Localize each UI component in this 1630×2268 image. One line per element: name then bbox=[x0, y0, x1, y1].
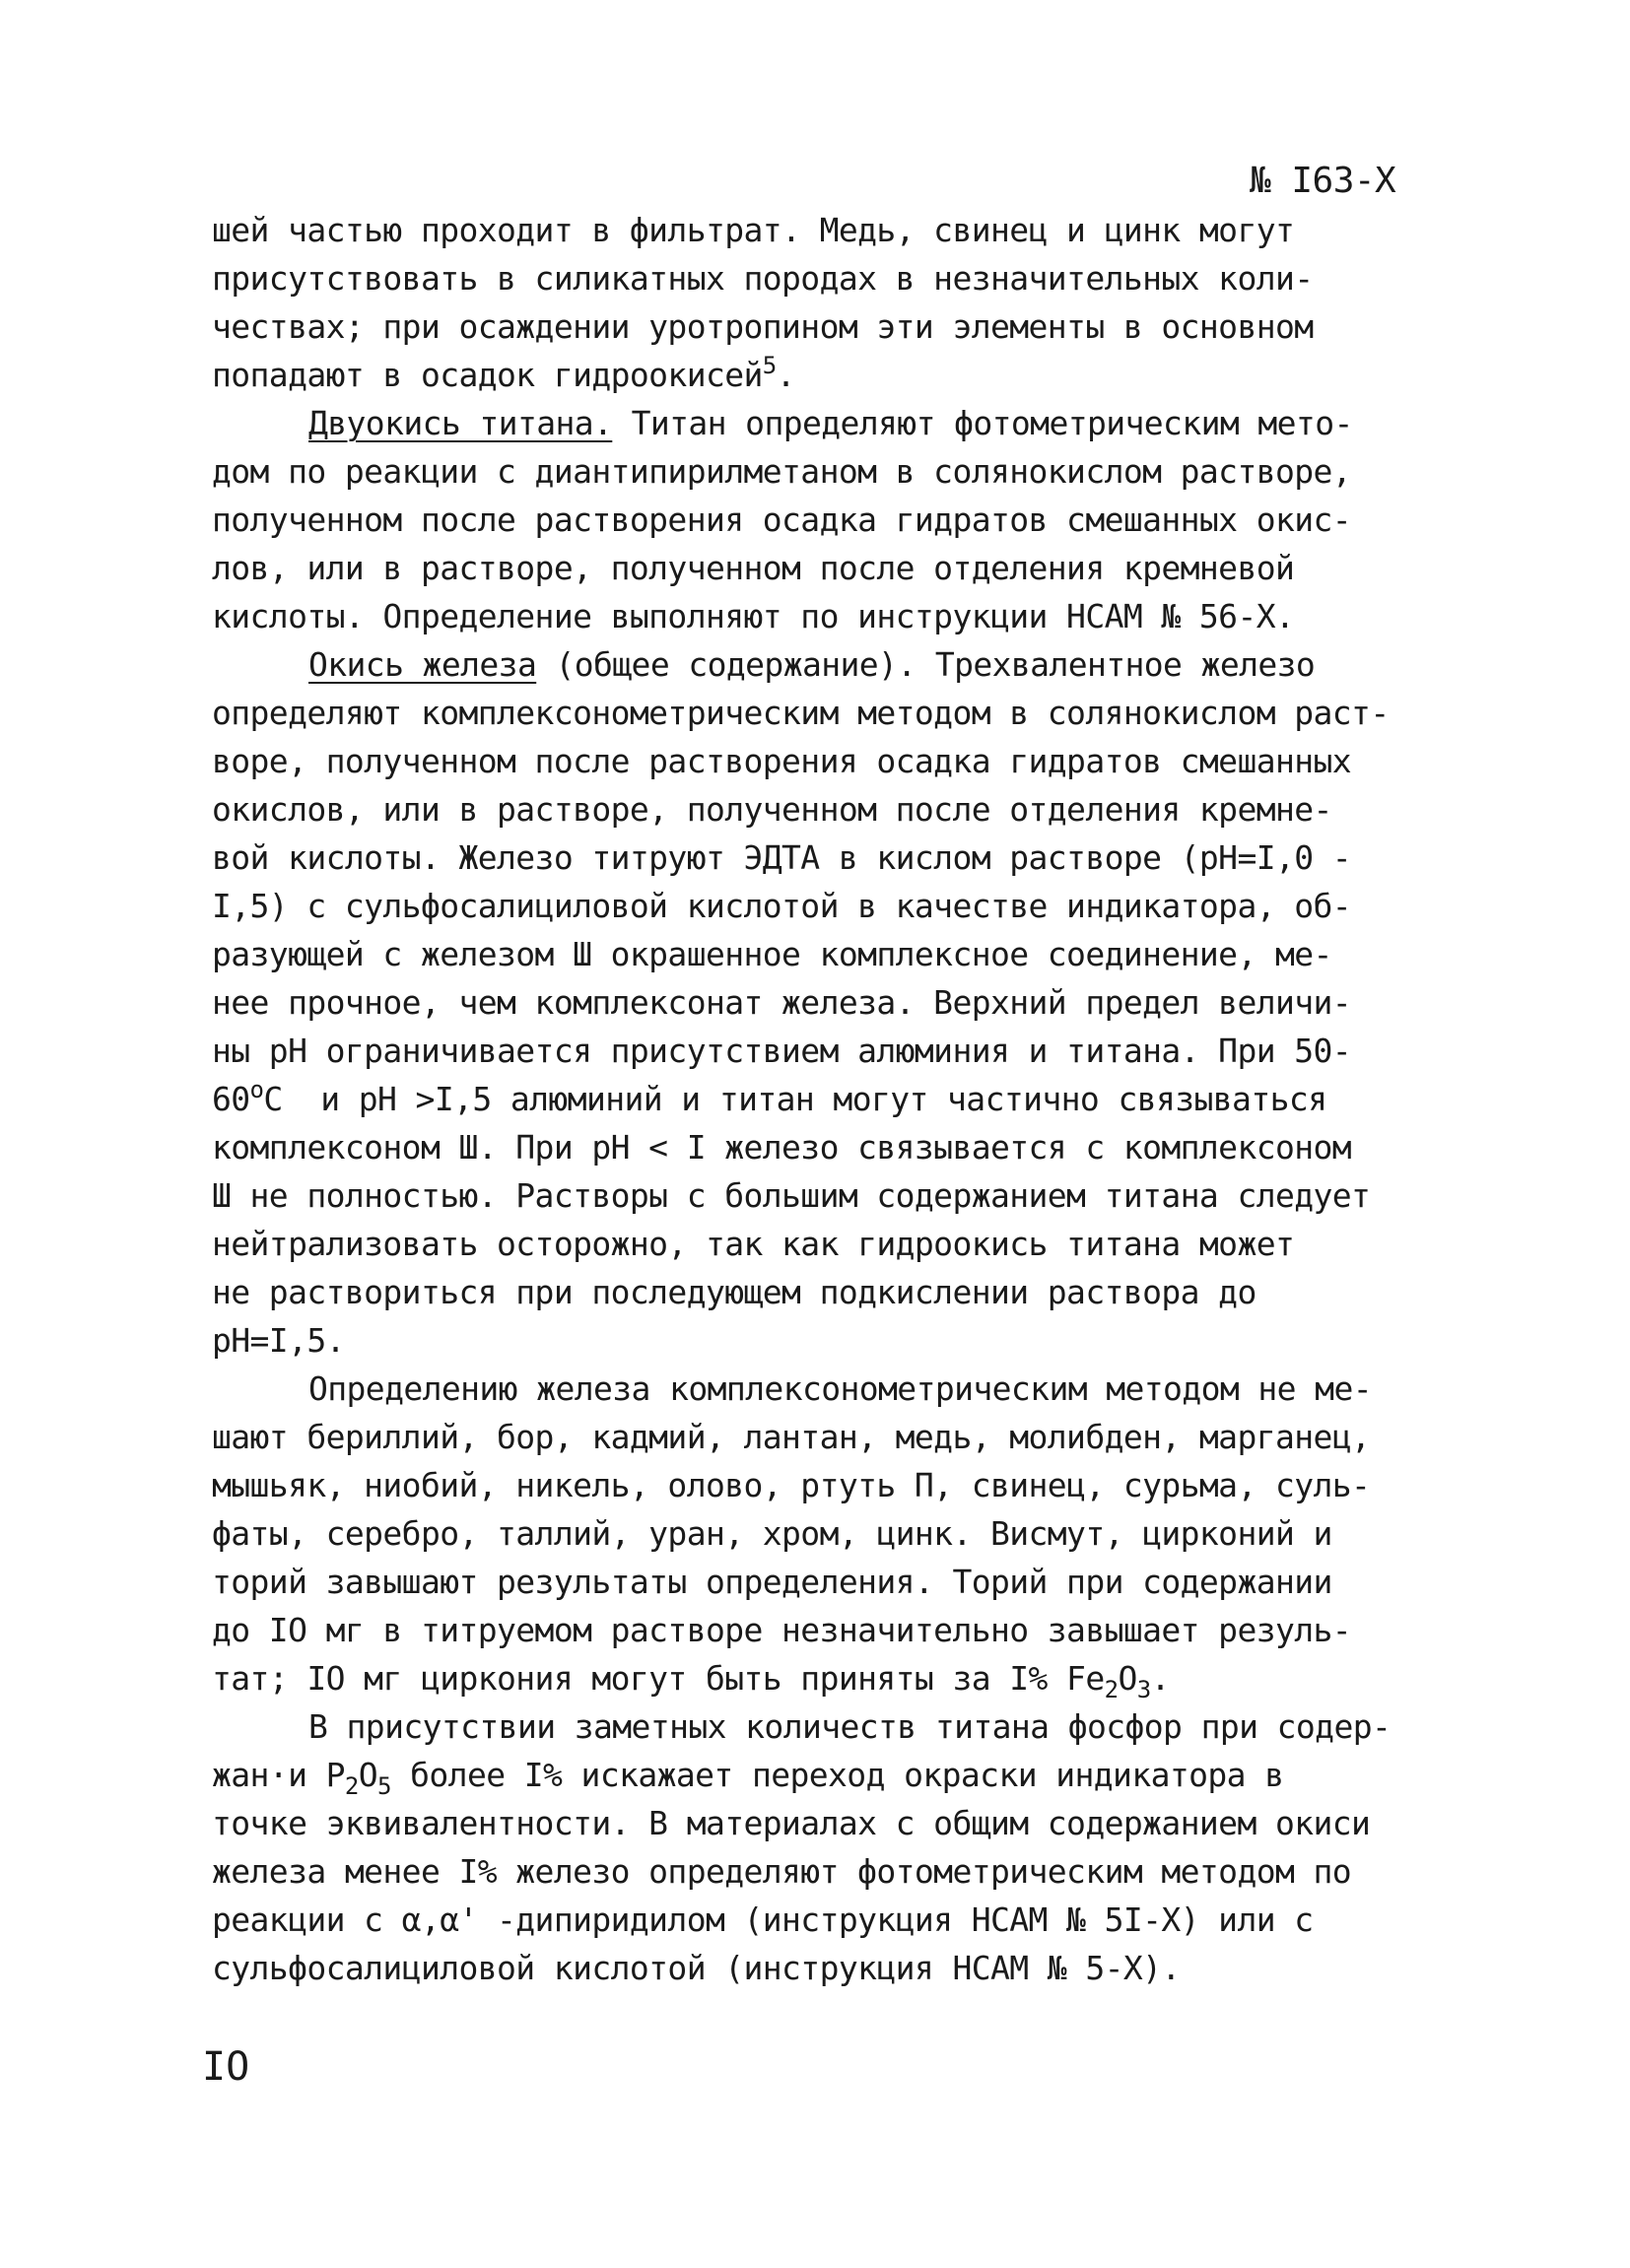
subscript: 2 bbox=[1104, 1676, 1119, 1703]
text-line: полученном после растворения осадка гидратов смешанных окис- bbox=[212, 500, 1352, 539]
text-line: шают бериллий, бор, кадмий, лантан, медь, молибден, марганец, bbox=[212, 1418, 1371, 1456]
section-heading-titanium: Двуокись титана. bbox=[308, 404, 613, 442]
text-fragment: (общее содержание). Трехвалентное железо bbox=[536, 645, 1316, 684]
subscript: 2 bbox=[344, 1772, 359, 1800]
text-line: определяют комплексонометрическим методом в солянокислом раст- bbox=[212, 694, 1390, 732]
text-line bbox=[212, 1752, 1283, 1799]
text-line bbox=[308, 641, 1315, 689]
section-heading-iron-oxide: Окись железа bbox=[308, 645, 537, 684]
page-number: IO bbox=[202, 2044, 250, 2090]
text-line: дом по реакции с диантипирилметаном в солянокислом растворе, bbox=[212, 452, 1352, 491]
text-line: железа менее I% железо определяют фотометрическим методом по bbox=[212, 1852, 1352, 1891]
document-number: № I63-Х bbox=[1250, 161, 1396, 201]
text-fragment: . bbox=[776, 356, 795, 394]
text-line: воре, полученном после растворения осадка гидратов смешанных bbox=[212, 742, 1352, 780]
text-fragment: попадают в осадок гидроокисей bbox=[212, 356, 763, 394]
text-fragment: O bbox=[1118, 1659, 1137, 1698]
text-fragment: более I% искажает переход окраски индикатора в bbox=[390, 1756, 1284, 1794]
text-fragment: тат; IO мг циркония могут быть приняты за I% Fe bbox=[212, 1659, 1105, 1698]
text-line: фаты, серебро, таллий, уран, хром, цинк. Висмут, цирконий и bbox=[212, 1514, 1332, 1553]
text-line: I,5) с сульфосалициловой кислотой в качестве индикатора, об- bbox=[212, 887, 1352, 925]
text-line: вой кислоты. Железо титруют ЭДТА в кислом растворе (pH=I,0 - bbox=[212, 838, 1352, 877]
text-line: мышьяк, ниобий, никель, олово, ртуть П, свинец, сурьма, суль- bbox=[212, 1466, 1371, 1504]
text-line: шей частью проходит в фильтрат. Медь, свинец и цинк могут bbox=[212, 211, 1295, 249]
text-fragment: 60 bbox=[212, 1080, 250, 1118]
text-line: комплексоном Ш. При pH < I железо связывается с комплексоном bbox=[212, 1128, 1352, 1167]
text-line: до IO мг в титруемом растворе незначительно завышает резуль- bbox=[212, 1611, 1352, 1649]
text-line: Определению железа комплексонометрическим методом не ме- bbox=[308, 1369, 1372, 1408]
text-line: присутствовать в силикатных породах в незначительных коли- bbox=[212, 259, 1314, 298]
text-line bbox=[212, 1655, 1170, 1702]
text-line: pH=I,5. bbox=[212, 1321, 345, 1360]
text-line: торий завышают результаты определения. Торий при содержании bbox=[212, 1563, 1332, 1601]
text-line bbox=[308, 400, 1353, 447]
text-fragment: O bbox=[358, 1756, 378, 1794]
degree-mark: o bbox=[249, 1076, 264, 1103]
text-line: разующей с железом Ш окрашенное комплексное соединение, ме- bbox=[212, 935, 1332, 973]
text-fragment: . bbox=[1150, 1659, 1170, 1698]
text-line: В присутствии заметных количеств титана фосфор при содер- bbox=[308, 1707, 1392, 1746]
text-line: Ш не полностью. Растворы с большим содержанием титана следует bbox=[212, 1176, 1371, 1215]
text-fragment: жан·и P bbox=[212, 1756, 345, 1794]
subscript: 5 bbox=[377, 1772, 391, 1800]
text-line: не раствориться при последующем подкислении раствора до bbox=[212, 1273, 1256, 1311]
text-fragment: Титан определяют фотометрическим мето- bbox=[612, 404, 1353, 442]
text-fragment: С и pH >I,5 алюминий и титан могут частично связываться bbox=[263, 1080, 1327, 1118]
text-line: окислов, или в растворе, полученном после отделения кремне- bbox=[212, 790, 1332, 829]
footnote-reference: 5 bbox=[762, 352, 777, 379]
text-line: чествах; при осаждении уротропином эти элементы в основном bbox=[212, 307, 1314, 346]
subscript: 3 bbox=[1136, 1676, 1151, 1703]
text-line: реакции с α,α' -дипиридилом (инструкция НСАМ № 5I-Х) или с bbox=[212, 1901, 1314, 1939]
text-line: точке эквивалентности. В материалах с общим содержанием окиси bbox=[212, 1804, 1371, 1842]
text-line: кислоты. Определение выполняют по инструкции НСАМ № 56-Х. bbox=[212, 597, 1295, 635]
text-line: ны pH ограничивается присутствием алюминия и титана. При 50- bbox=[212, 1032, 1352, 1070]
text-line bbox=[212, 352, 795, 399]
text-line bbox=[212, 1076, 1326, 1123]
text-line: сульфосалициловой кислотой (инструкция НСАМ № 5-Х). bbox=[212, 1949, 1181, 1987]
text-line: нейтрализовать осторожно, так как гидроокись титана может bbox=[212, 1225, 1295, 1263]
text-line: нее прочное, чем комплексонат железа. Верхний предел величи- bbox=[212, 983, 1352, 1022]
text-line: лов, или в растворе, полученном после отделения кремневой bbox=[212, 549, 1295, 587]
